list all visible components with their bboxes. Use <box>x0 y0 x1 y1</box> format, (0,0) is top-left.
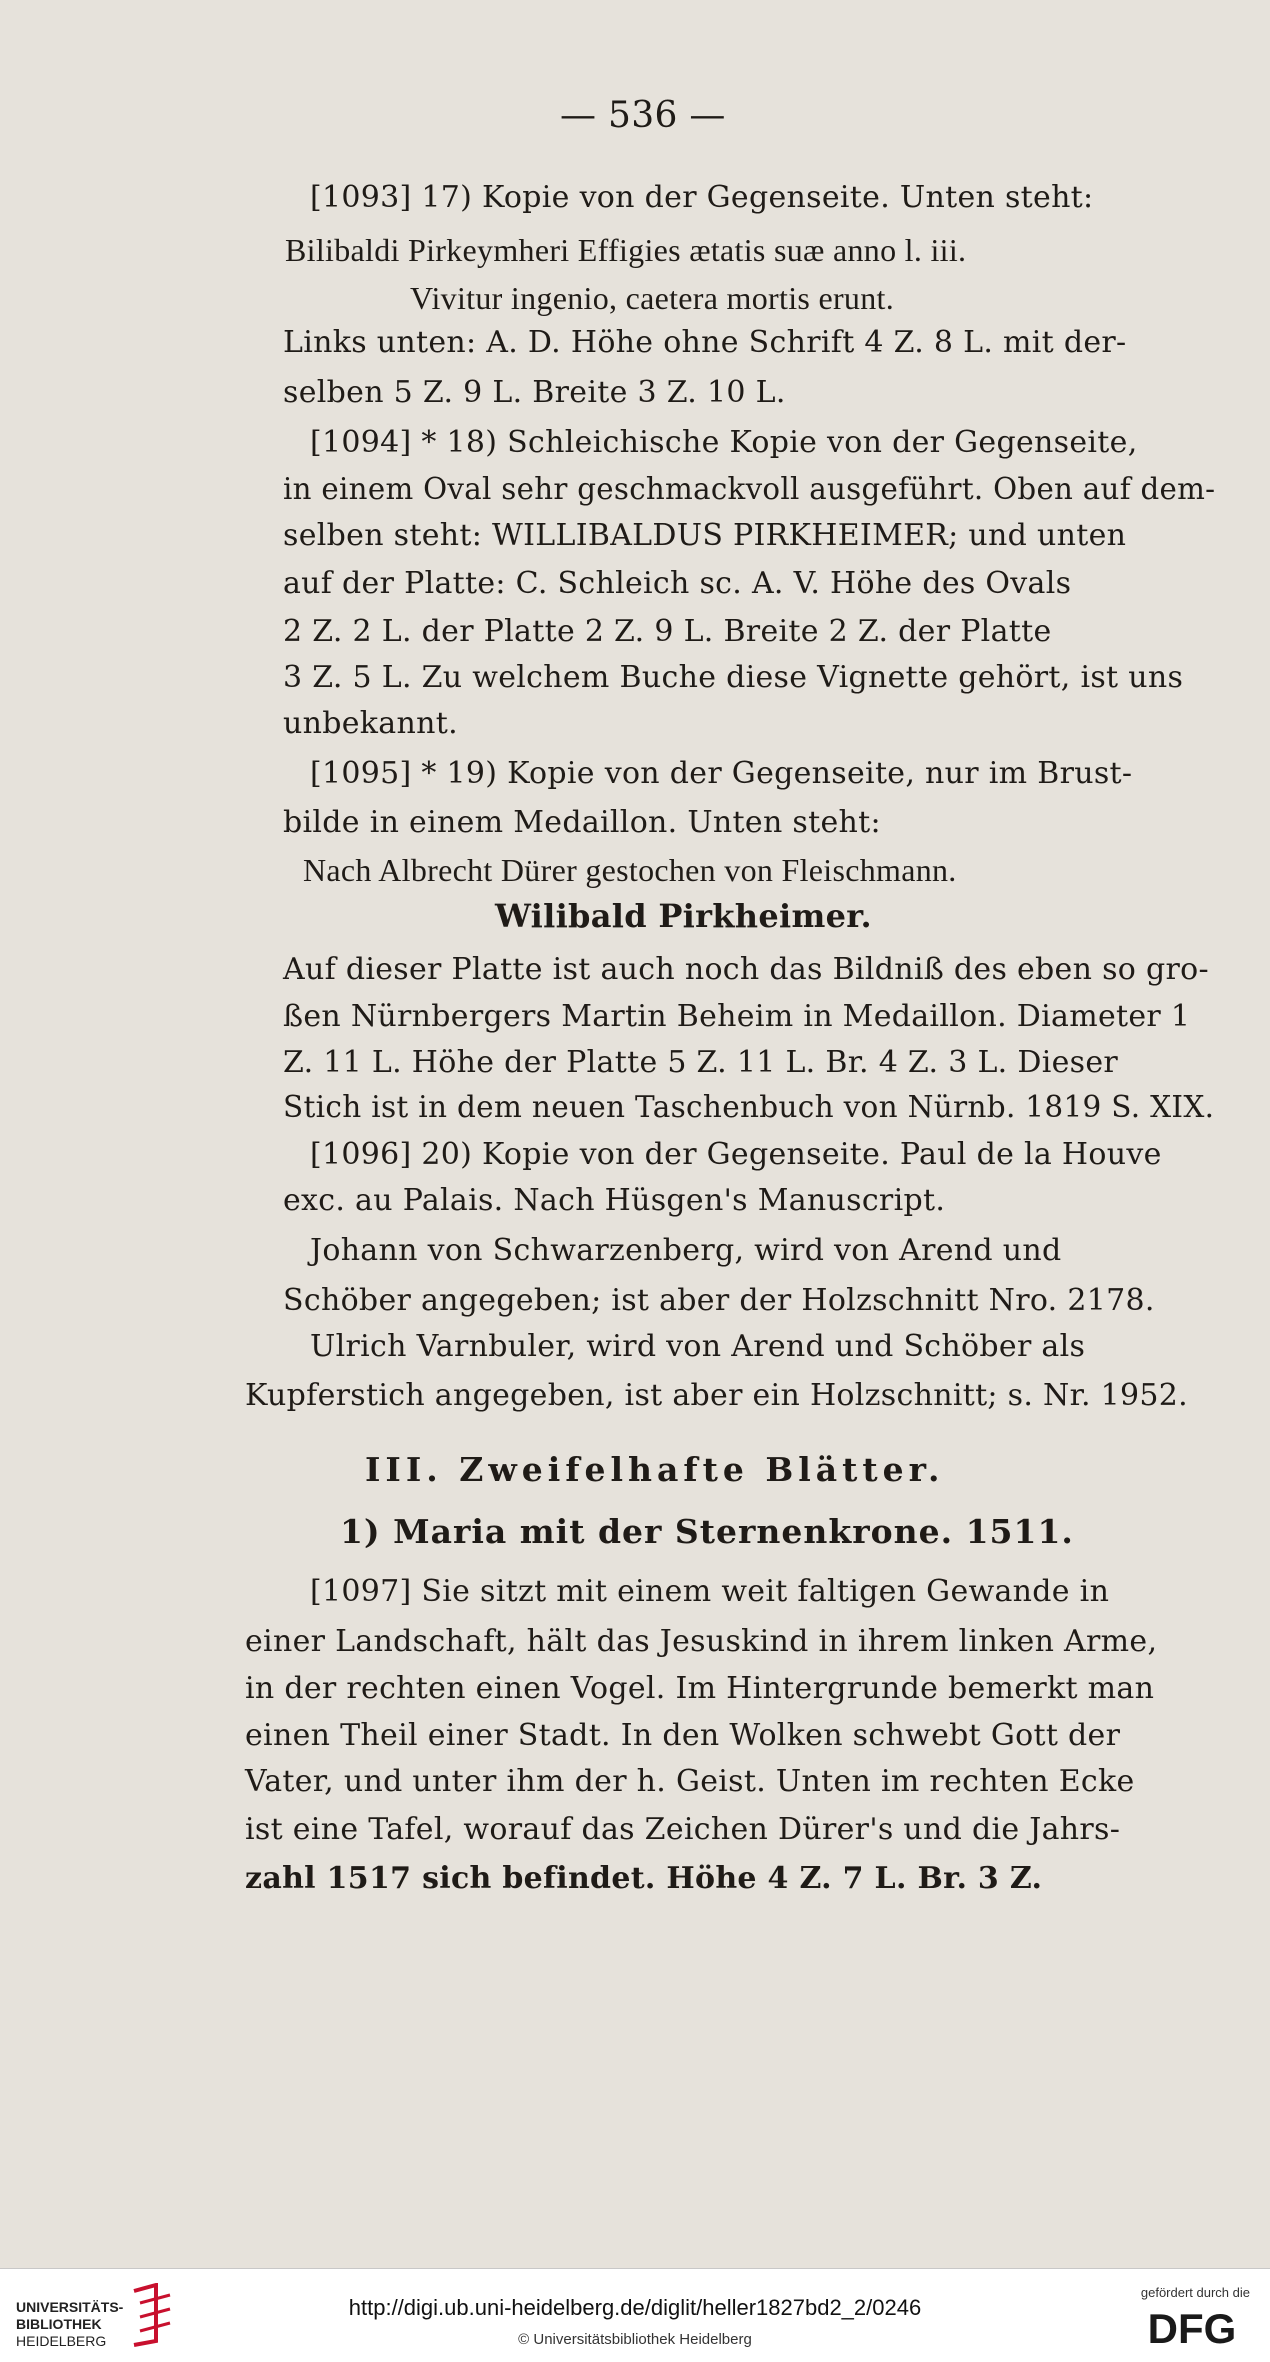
logo-line: UNIVERSITÄTS- <box>16 2299 124 2315</box>
text-line: Links unten: A. D. Höhe ohne Schrift 4 Z. 8 L. mit der- <box>283 325 1127 360</box>
latin-inscription-line: Vivitur ingenio, caetera mortis erunt. <box>410 280 894 316</box>
section-heading: III. Zweifelhafte Blätter. <box>365 1450 945 1489</box>
logo-line: BIBLIOTHEK <box>16 2316 102 2332</box>
text-line: [1097] Sie sitzt mit einem weit faltigen Gewande in <box>310 1574 1110 1609</box>
text-line: Z. 11 L. Höhe der Platte 5 Z. 11 L. Br. 4 Z. 3 L. Dieser <box>283 1045 1119 1080</box>
footer-bar <box>0 2268 1270 2362</box>
subsection-heading: 1) Maria mit der Sternenkrone. 1511. <box>340 1512 1074 1551</box>
dfg-logo <box>1132 2305 1252 2351</box>
text-line: selben 5 Z. 9 L. Breite 3 Z. 10 L. <box>283 375 786 410</box>
text-line: [1096] 20) Kopie von der Gegenseite. Paul de la Houve <box>310 1137 1162 1172</box>
text-line: einen Theil einer Stadt. In den Wolken schwebt Gott der <box>245 1718 1121 1753</box>
text-line: [1095] * 19) Kopie von der Gegenseite, nur im Brust- <box>310 756 1133 791</box>
text-line: Stich ist in dem neuen Taschenbuch von Nürnb. 1819 S. XIX. <box>283 1090 1215 1125</box>
text-line: unbekannt. <box>283 706 458 741</box>
text-line: Vater, und unter ihm der h. Geist. Unten im rechten Ecke <box>245 1764 1135 1799</box>
text-line: auf der Platte: C. Schleich sc. A. V. Höhe des Ovals <box>283 566 1072 601</box>
text-line: 3 Z. 5 L. Zu welchem Buche diese Vignette gehört, ist uns <box>283 660 1184 695</box>
text-line: selben steht: WILLIBALDUS PIRKHEIMER; und unten <box>283 518 1127 553</box>
copyright-notice: © Universitätsbibliothek Heidelberg <box>518 2331 752 2348</box>
permalink-url[interactable]: http://digi.ub.uni-heidelberg.de/diglit/heller1827bd2_2/0246 <box>348 2295 922 2320</box>
text-line: ßen Nürnbergers Martin Beheim in Medaillon. Diameter 1 <box>283 999 1191 1034</box>
text-line: Auf dieser Platte ist auch noch das Bildniß des eben so gro- <box>283 952 1209 987</box>
text-line: Ulrich Varnbuler, wird von Arend und Schöber als <box>310 1329 1086 1364</box>
text-line: einer Landschaft, hält das Jesuskind in ihrem linken Arme, <box>245 1624 1158 1659</box>
text-line: in einem Oval sehr geschmackvoll ausgeführt. Oben auf dem- <box>283 472 1216 507</box>
logo-line: HEIDELBERG <box>16 2333 107 2349</box>
text-line: bilde in einem Medaillon. Unten steht: <box>283 805 881 840</box>
text-line: 2 Z. 2 L. der Platte 2 Z. 9 L. Breite 2 Z. der Platte <box>283 614 1052 649</box>
page-number: — 536 — <box>560 95 726 136</box>
text-line: [1094] * 18) Schleichische Kopie von der Gegenseite, <box>310 425 1138 460</box>
text-line: Kupferstich angegeben, ist aber ein Holzschnitt; s. Nr. 1952. <box>245 1378 1188 1413</box>
latin-inscription-line: Bilibaldi Pirkeymheri Effigies ætatis suæ anno l. iii. <box>285 232 967 268</box>
text-line: [1093] 17) Kopie von der Gegenseite. Unten steht: <box>310 180 1094 215</box>
text-line: exc. au Palais. Nach Hüsgen's Manuscript. <box>283 1183 946 1218</box>
dfg-logo-text: DFG <box>1147 2305 1237 2351</box>
funder-caption: gefördert durch die <box>1140 2285 1250 2300</box>
plate-title: Wilibald Pirkheimer. <box>495 897 872 935</box>
text-line: ist eine Tafel, worauf das Zeichen Dürer's und die Jahrs- <box>245 1812 1121 1847</box>
text-line: Schöber angegeben; ist aber der Holzschnitt Nro. 2178. <box>283 1283 1155 1318</box>
latin-caption-line: Nach Albrecht Dürer gestochen von Fleischmann. <box>303 852 957 888</box>
text-line: Johann von Schwarzenberg, wird von Arend und <box>310 1233 1062 1268</box>
text-line: zahl 1517 sich befindet. Höhe 4 Z. 7 L. Br. 3 Z. <box>245 1861 1043 1896</box>
text-line: in der rechten einen Vogel. Im Hintergrunde bemerkt man <box>245 1671 1155 1706</box>
